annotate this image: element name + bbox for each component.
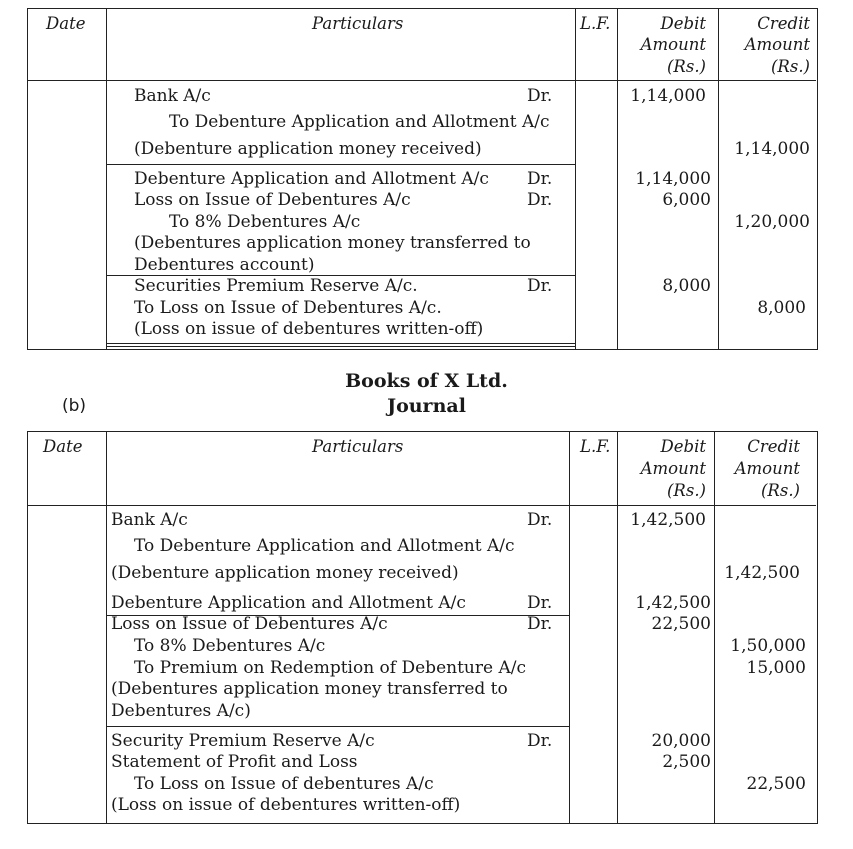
journal-line: Bank A/c bbox=[111, 510, 188, 530]
journal-line: Loss on Issue of Debentures A/c bbox=[111, 614, 388, 634]
header-particulars: Particulars bbox=[312, 437, 404, 456]
header-particulars: Particulars bbox=[312, 14, 404, 33]
journal-line: To 8% Debentures A/c bbox=[169, 212, 361, 232]
credit-amount: 8,000 bbox=[757, 298, 806, 318]
journal-line: To Loss on Issue of debentures A/c bbox=[134, 774, 434, 794]
credit-amount: 22,500 bbox=[746, 774, 806, 794]
dr-marker: Dr. bbox=[527, 86, 553, 106]
header-debit-amount: Amount bbox=[640, 35, 706, 54]
debit-amount: 8,000 bbox=[662, 276, 711, 296]
header-debit: Debit bbox=[660, 14, 706, 33]
credit-amount: 15,000 bbox=[746, 658, 806, 678]
journal-line: Debenture Application and Allotment A/c bbox=[111, 593, 466, 613]
credit-amount: 1,50,000 bbox=[730, 636, 806, 656]
narration: (Debenture application money received) bbox=[134, 139, 482, 159]
debit-amount: 2,500 bbox=[662, 752, 711, 772]
header-credit: Credit bbox=[747, 437, 800, 456]
header-lf: L.F. bbox=[580, 14, 611, 33]
book-title: Books of X Ltd. bbox=[345, 370, 508, 392]
debit-amount: 20,000 bbox=[651, 731, 711, 751]
dr-marker: Dr. bbox=[527, 190, 553, 210]
narration: (Debenture application money received) bbox=[111, 563, 459, 583]
debit-amount: 1,42,500 bbox=[630, 510, 706, 530]
credit-amount: 1,14,000 bbox=[734, 139, 810, 159]
header-credit: Credit bbox=[757, 14, 810, 33]
journal-line: To Debenture Application and Allotment A/c bbox=[134, 536, 515, 556]
journal-line: To Premium on Redemption of Debenture A/c bbox=[134, 658, 526, 678]
narration: Debentures account) bbox=[134, 255, 315, 275]
header-credit-unit: (Rs.) bbox=[770, 57, 810, 76]
header-date: Date bbox=[46, 14, 86, 33]
debit-amount: 1,42,500 bbox=[635, 593, 711, 613]
journal-line: Securities Premium Reserve A/c. bbox=[134, 276, 418, 296]
journal-line: Security Premium Reserve A/c bbox=[111, 731, 375, 751]
debit-amount: 6,000 bbox=[662, 190, 711, 210]
header-debit-unit: (Rs.) bbox=[666, 57, 706, 76]
dr-marker: Dr. bbox=[527, 614, 553, 634]
header-debit-unit: (Rs.) bbox=[666, 481, 706, 500]
header-date: Date bbox=[43, 437, 83, 456]
header-credit-amount: Amount bbox=[744, 35, 810, 54]
journal-line: To Debenture Application and Allotment A/c bbox=[169, 112, 550, 132]
narration: (Debentures application money transferred to bbox=[111, 679, 508, 699]
narration: (Loss on issue of debentures written-off) bbox=[134, 319, 484, 339]
section-label: (b) bbox=[62, 396, 87, 416]
dr-marker: Dr. bbox=[527, 593, 553, 613]
header-debit-amount: Amount bbox=[640, 459, 706, 478]
header-debit: Debit bbox=[660, 437, 706, 456]
narration: Debentures A/c) bbox=[111, 701, 251, 721]
journal-line: Statement of Profit and Loss bbox=[111, 752, 358, 772]
journal-line: Debenture Application and Allotment A/c bbox=[134, 169, 489, 189]
header-credit-unit: (Rs.) bbox=[760, 481, 800, 500]
dr-marker: Dr. bbox=[527, 276, 553, 296]
narration: (Loss on issue of debentures written-off) bbox=[111, 795, 461, 815]
journal-line: To Loss on Issue of Debentures A/c. bbox=[134, 298, 442, 318]
narration: (Debentures application money transferred to bbox=[134, 233, 531, 253]
journal-line: To 8% Debentures A/c bbox=[134, 636, 326, 656]
credit-amount: 1,42,500 bbox=[724, 563, 800, 583]
header-credit-amount: Amount bbox=[734, 459, 800, 478]
debit-amount: 1,14,000 bbox=[630, 86, 706, 106]
dr-marker: Dr. bbox=[527, 510, 553, 530]
journal-title: Journal bbox=[387, 395, 466, 417]
dr-marker: Dr. bbox=[527, 169, 553, 189]
debit-amount: 1,14,000 bbox=[635, 169, 711, 189]
credit-amount: 1,20,000 bbox=[734, 212, 810, 232]
journal-line: Bank A/c bbox=[134, 86, 211, 106]
debit-amount: 22,500 bbox=[651, 614, 711, 634]
dr-marker: Dr. bbox=[527, 731, 553, 751]
journal-line: Loss on Issue of Debentures A/c bbox=[134, 190, 411, 210]
header-lf: L.F. bbox=[580, 437, 611, 456]
